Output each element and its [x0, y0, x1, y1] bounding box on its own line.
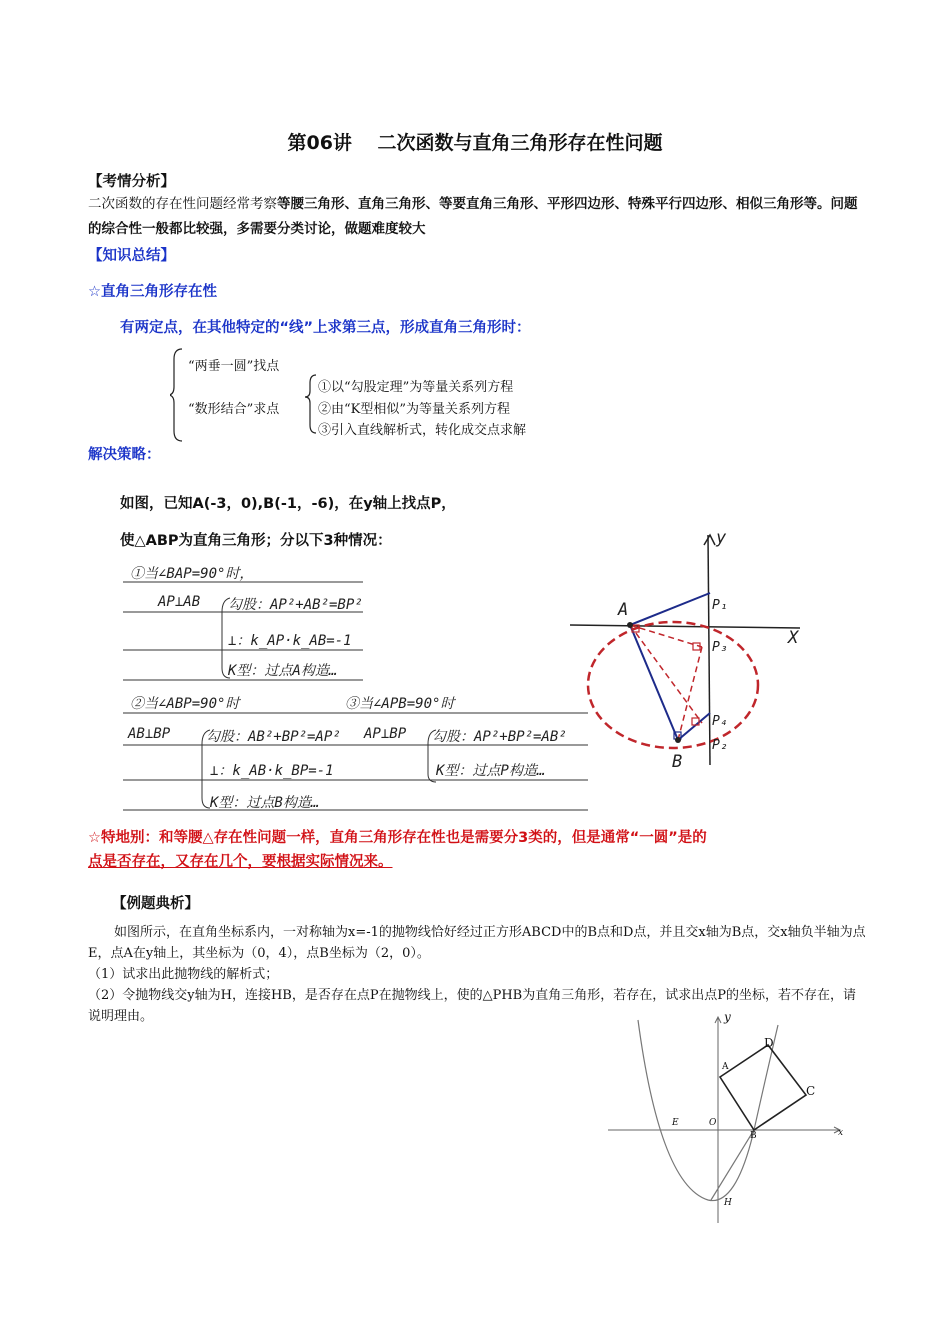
tree-sub-3: ③引入直线解析式，转化成交点求解 — [318, 423, 527, 438]
segment-AP1 — [630, 593, 710, 625]
strategy-line-2: 使△ABP为直角三角形；分以下3种情况： — [120, 533, 392, 549]
tree-item-1: “两垂一圆”找点 — [188, 359, 280, 374]
fig2-label-O: O — [709, 1118, 717, 1128]
note-c2-k: ⊥：k_AB·k_BP=-1 — [210, 763, 334, 779]
knowledge-lead: 有两定点，在其他特定的“线”上求第三点，形成直角三角形时： — [120, 320, 531, 336]
fig1-label-P3: P₃ — [712, 640, 728, 655]
strategy-heading: 解决策略： — [88, 447, 161, 463]
example-paragraph: 如图所示，在直角坐标系内，一对称轴为x=-1的抛物线恰好经过正方形ABCD中的B点和D点，并且交x轴为B点，交x轴负半轴为点E，点A在y轴上，其坐标为（0，4），点B坐标为（2，0）。 — [88, 925, 866, 961]
analysis-text — [88, 192, 868, 242]
note-case-1: ①当∠BAP=90°时， — [130, 566, 254, 582]
note-c1-kxing: K型：过点A构造… — [228, 663, 338, 679]
analysis-heading: 【考情分析】 — [88, 174, 175, 190]
fig1-label-P2: P₂ — [712, 738, 728, 753]
tree-sub-1: ①以“勾股定理”为等量关系列方程 — [318, 380, 514, 395]
note-case-2: ②当∠ABP=90°时 — [130, 696, 240, 712]
fig2-label-D: D — [764, 1036, 774, 1050]
example-heading: 【例题典析】 — [112, 896, 199, 912]
parabola — [638, 1020, 778, 1201]
fig2-label-C: C — [806, 1084, 816, 1098]
note-c3-kxing: K型：过点P构造… — [436, 763, 546, 779]
fig1-label-x: X — [788, 628, 799, 648]
fig2-label-E: E — [672, 1118, 679, 1128]
y-axis — [708, 535, 710, 765]
fig2-label-A: A — [722, 1062, 729, 1072]
note-c1-perp: AP⊥AB — [158, 594, 201, 610]
tree-sub-2: ②由“K型相似”为等量关系列方程 — [318, 402, 511, 417]
strategy-figure — [570, 525, 820, 775]
special-note-line-1: ☆特地别：和等腰△存在性问题一样，直角三角形存在性也是需要分3类的，但是通常“一圆”是的 — [88, 830, 707, 846]
tree-item-2: “数形结合”求点 — [188, 402, 280, 417]
page-title: 第06讲 二次函数与直角三角形存在性问题 — [287, 132, 663, 154]
note-c1-k: ⊥：k_AP·k_AB=-1 — [228, 633, 352, 649]
knowledge-heading: 【知识总结】 — [88, 248, 175, 264]
note-c2-kxing: K型：过点B构造… — [210, 795, 320, 811]
example-question-1: （1）试求出此抛物线的解析式； — [88, 967, 279, 982]
fig2-label-y: y — [724, 1010, 731, 1024]
fig1-label-P1: P₁ — [712, 598, 728, 613]
knowledge-subheading: ☆直角三角形存在性 — [88, 284, 217, 300]
fig1-label-A: A — [618, 600, 629, 620]
fig1-label-P4: P₄ — [712, 714, 728, 729]
segment-AB — [630, 625, 678, 740]
analysis-text-normal: 二次函数的存在性问题经常考察 — [88, 196, 277, 212]
segment-BP2 — [678, 713, 710, 740]
fig2-label-x: x — [838, 1128, 844, 1138]
note-case-3: ③当∠APB=90°时 — [345, 696, 455, 712]
segment-HB — [711, 1130, 754, 1200]
example-question-2: （2）令抛物线交y轴为H，连接HB，是否存在点P在抛物线上，使的△PHB为直角三角形，若存在，试求出点P的坐标，若不存在，请说明理由。 — [88, 988, 856, 1024]
fig1-label-y: y — [716, 528, 727, 548]
x-axis — [570, 625, 800, 628]
fig2-label-B: B — [750, 1131, 757, 1141]
fig2-label-H: H — [724, 1198, 732, 1208]
example-figure — [608, 1015, 848, 1225]
note-c2-gougu: 勾股：AB²+BP²=AP² — [206, 729, 341, 745]
special-note-line-2: 点是否存在，又存在几个，要根据实际情况来。 — [88, 854, 393, 870]
fig1-label-B: B — [672, 752, 683, 772]
analysis-text-bold: 等腰三角形、直角三角形、等要直角三角形、平形四边形、特殊平行四边形、相似三角形等。问题的综合性一般都比较强，多需要分类讨论，做题难度较大 — [88, 196, 858, 237]
note-c2-perp: AB⊥BP — [128, 726, 171, 742]
note-c3-perp: AP⊥BP — [364, 726, 407, 742]
special-note — [88, 826, 878, 874]
strategy-line-1: 如图，已知A(-3，0),B(-1，-6)，在y轴上找点P， — [120, 496, 456, 512]
note-c3-gougu: 勾股：AP²+BP²=AB² — [432, 729, 567, 745]
note-c1-gougu: 勾股：AP²+AB²=BP² — [228, 597, 363, 613]
